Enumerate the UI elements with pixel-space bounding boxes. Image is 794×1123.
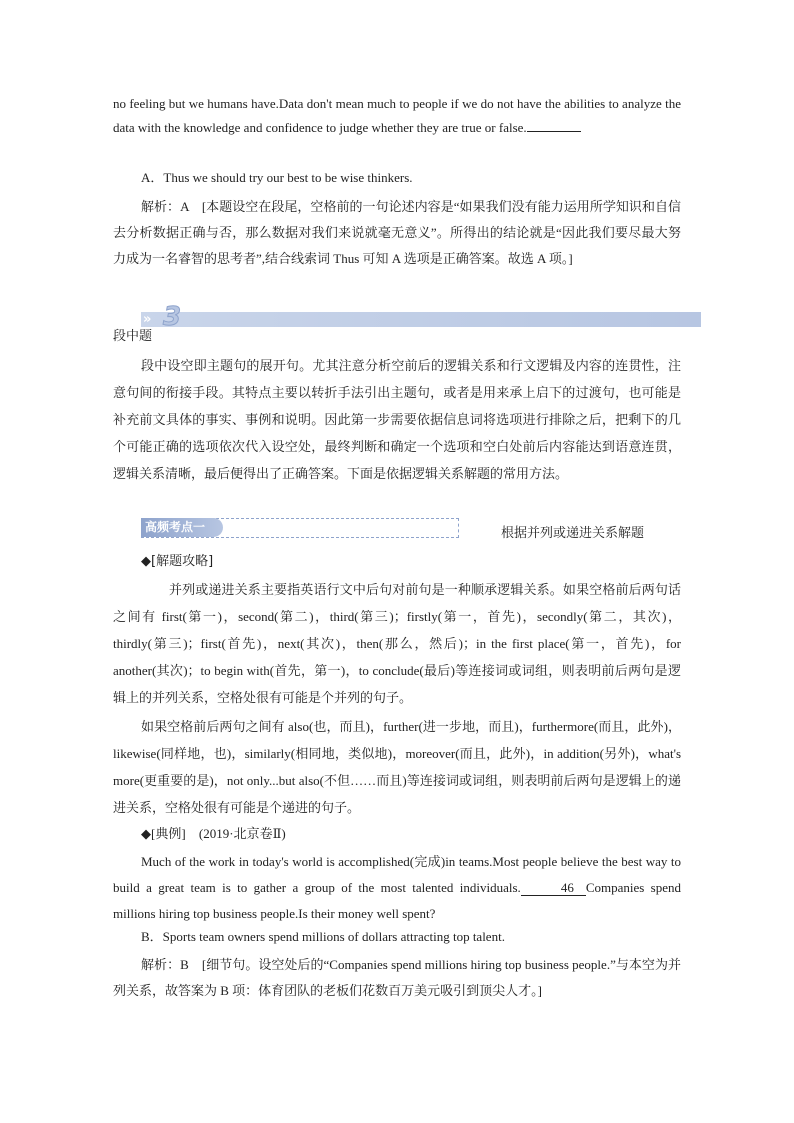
passage-continuation [113,92,681,140]
strategy-heading [113,550,681,574]
option-a-text: A．Thus we should try our best to be wise thinkers. [141,170,413,185]
topic-tag-title: 根据并列或递进关系解题 [501,526,645,541]
strategy-heading-text: ◆[解题攻略] [141,554,214,569]
option-b [113,925,681,949]
example-passage-before: Much of the work in today's world is accomplished(完成)in teams.Most people believe the best way to build a great team is to gather a group of the most talented individuals. [113,854,681,895]
strategy-para-2 [113,713,681,821]
analysis-2-text: [细节句。设空处后的“Companies spend millions hiring top business people.”与本空为并列关系，故答案为 B 项：体育团队的老板们花数百万美元吸引到顶尖人才。] [113,957,682,998]
example-blank: 46 [521,881,586,896]
analysis-1-text: [本题设空在段尾，空格前的一句论述内容是“如果我们没有能力运用所学知识和自信去分析数据正确与否，那么数据对我们来说就毫无意义”。所得出的结论就是“因此我们要尽最大努力成为一名睿智的思考者”,结合线索词 Thus 可知 A 选项是正确答案。故选 A 项。] [113,199,681,266]
section-intro-text: 段中设空即主题句的展开句。尤其注意分析空前后的逻辑关系和行文逻辑及内容的连贯性，注意句间的衔接手段。其特点主要以转折手法引出主题句，或者是用来承上启下的过渡句，也可能是补充前文具体的事实、事例和说明。因此第一步需要依据信息词将选项进行排除之后，把剩下的几个可能正确的选项依次代入设空处，最终判断和确定一个选项和空白处前后内容能达到语意连贯，逻辑关系清晰，最后便得出了正确答案。下面是依据逻辑关系解题的常用方法。 [113,359,681,482]
example-heading [113,822,681,846]
section-banner [141,312,701,327]
example-passage [113,849,681,927]
analysis-2 [113,952,681,1004]
section-intro [113,353,681,488]
strategy-para-2-text: 如果空格前后两句之间有 also(也，而且)，further(进一步地，而且)，furthermore(而且，此外)，likewise(同样地，也)，similarly(相同地，类似地)，moreover(而且，此外)，in addition(另外)，what's more(更重要的是)，not only...but also(不但……而且)等连接词或词组，则表明前后两句是逻辑上的递进关系，空格处很有可能是个递进的句子。 [113,719,681,815]
analysis-1-label: 解析：A [141,199,189,214]
answer-blank [527,117,581,132]
topic-tag-label: 高频考点一 [141,518,223,537]
section-title: 段中题 [113,329,153,344]
passage-text: no feeling but we humans have.Data don't mean much to people if we do not have the abilities to analyze the data with the knowledge and confidence to judge whether they are true or false. [113,96,681,135]
example-heading-text: ◆[典例] [141,826,186,841]
strategy-para-1-text: 并列或递进关系主要指英语行文中后句对前句是一种顺承逻辑关系。如果空格前后两句话之间有 first(第一)，second(第二)，third(第三)；firstly(第一，首先)，secondly(第二，其次)，thirdly(第三)；first(首先)，next(其次)，then(那么，然后)；in the first place(第一，首先)，for another(其次)；to begin with(首先，第一)，to conclude(最后)等连接词或词组，则表明前后两句是逻辑上的并列关系，空格处很有可能是个并列的句子。 [113,582,681,705]
section-number: 3 [163,302,182,332]
analysis-1 [113,194,681,272]
option-a [113,166,681,190]
option-b-text: B．Sports team owners spend millions of dollars attracting top talent. [141,929,505,944]
strategy-para-1 [113,576,681,711]
double-chevron-icon: » [143,312,149,327]
example-source: (2019·北京卷Ⅱ) [198,826,286,841]
analysis-2-label: 解析：B [141,957,189,972]
example-passage-after: Companies spend millions hiring top business people.Is their money well spent? [113,880,681,921]
